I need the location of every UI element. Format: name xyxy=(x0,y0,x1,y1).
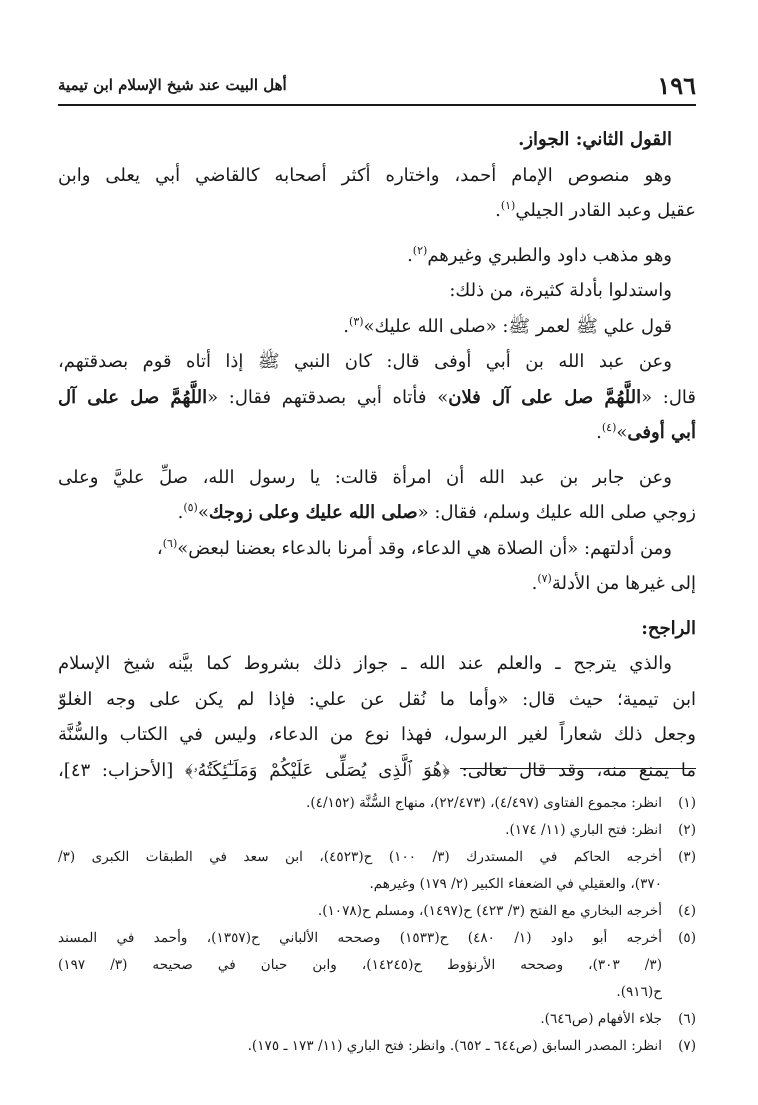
footnote-number: (٢) xyxy=(678,822,696,838)
paragraph-line: واستدلوا بأدلة كثيرة، من ذلك: xyxy=(449,280,672,301)
header-rule xyxy=(58,104,696,106)
footnote-number: (٦) xyxy=(678,1011,696,1027)
footnote-ref[interactable]: (٥) xyxy=(183,501,198,514)
paragraph-line: عقيل وعبد القادر الجيلي$^{(١)}$. xyxy=(495,199,696,221)
footnote-ref[interactable]: (٤) xyxy=(601,421,617,434)
section-heading: الراجح: xyxy=(641,617,696,639)
footnote-number: (٤) xyxy=(678,903,696,919)
paragraph-line: أبي أوفى»$^{(٤)}$. xyxy=(596,421,696,443)
footnote-number: (٣) xyxy=(678,849,696,865)
paragraph-line: وجعل ذلك شعاراً لغير الرسول، فهذا نوع من الدعاء، وليس في الكتاب والسُّنَّة xyxy=(58,724,696,745)
footnote xyxy=(58,925,696,1006)
footnote-number: (٧) xyxy=(678,1038,696,1054)
footnote-number: (١) xyxy=(678,795,696,811)
footnote-rule xyxy=(460,768,696,769)
footnote-line: أخرجه الحاكم في المستدرك (٣/ ١٠٠) ح(٤٥٢٣)، ابن سعد في الطبقات الكبرى (٣/ xyxy=(58,849,662,865)
paragraph-line: ابن تيمية؛ حيث قال: «وأما ما نُقل عن علي: فإذا لم يكن على وجه الغلوّ xyxy=(58,688,696,710)
paragraph-line: إلى غيرها من الأدلة$^{(٧)}$. xyxy=(531,572,696,594)
paragraph-line: وهو مذهب داود والطبري وغيرهم$^{(٢)}$. xyxy=(407,243,672,266)
paragraph-line: قول علي ﷺ لعمر ﷺ: «صلى الله عليك»$^{(٣)}$. xyxy=(343,314,672,337)
paragraph-line: ومن أدلتهم: «أن الصلاة هي الدعاء، وقد أمرنا بالدعاء بعضنا لبعض»$^{(٦)}$، xyxy=(156,536,672,559)
footnote-line: أخرجه أبو داود (١/ ٤٨٠) ح(١٥٣٣) وصححه الألباني ح(١٣٥٧)، وأحمد في المسند xyxy=(58,930,662,946)
paragraph-line: قال: «اللَّهُمَّ صل على آل فلان» فأتاه أبي بصدقتهم فقال: «اللَّهُمَّ صل على آل xyxy=(58,386,696,408)
footnote-ref[interactable]: (٧) xyxy=(537,572,552,585)
footnote xyxy=(58,1033,696,1060)
footnote-line: انظر: مجموع الفتاوى (٤/٤٩٧)، (٢٢/٤٧٣)، منهاج السُّنَّة (٤/١٥٢). xyxy=(306,795,662,811)
footnote-line: أخرجه البخاري مع الفتح (٣/ ٤٢٣) ح(١٤٩٧)، ومسلم ح(١٠٧٨). xyxy=(317,903,662,919)
footnote-ref[interactable]: (١) xyxy=(500,199,516,212)
footnote xyxy=(58,1006,696,1033)
body-text xyxy=(58,122,696,788)
paragraph-line: وهو منصوص الإمام أحمد، واختاره أكثر أصحابه كالقاضي أبي يعلى وابن xyxy=(58,164,672,186)
running-title: أهل البيت عند شيخ الإسلام ابن تيمية xyxy=(58,76,287,94)
footnote-number: (٥) xyxy=(678,930,696,946)
footnote xyxy=(58,898,696,925)
footnote-line: جلاء الأفهام (ص٦٤٦). xyxy=(540,1011,662,1027)
footnote-ref[interactable]: (٢) xyxy=(412,243,428,257)
footnote xyxy=(58,844,696,898)
footnote xyxy=(58,817,696,844)
paragraph-line: وعن عبد الله بن أبي أوفى قال: كان النبي ﷺ إذا أتاه قوم بصدقتهم، xyxy=(58,351,672,372)
footnote-ref[interactable]: (٣) xyxy=(349,314,364,328)
footnote-line: ٣٧٠)، والعقيلي في الضعفاء الكبير (٢/ ١٧٩) وغيرهم. xyxy=(369,876,662,892)
footnotes xyxy=(58,790,696,1060)
footnote-ref[interactable]: (٦) xyxy=(162,536,178,550)
book-page xyxy=(58,0,696,1105)
paragraph-line: وعن جابر بن عبد الله أن امرأة قالت: يا رسول الله، صلِّ عليَّ وعلى xyxy=(58,466,672,488)
footnote xyxy=(58,790,696,817)
page-header xyxy=(58,70,696,100)
footnote-line: انظر: المصدر السابق (ص٦٤٤ ـ ٦٥٢). وانظر: فتح الباري (١١/ ١٧٣ ـ ١٧٥). xyxy=(247,1038,662,1054)
footnote-line: (٣/ ٣٠٣)، وصححه الأرنؤوط ح(١٤٢٤٥)، وابن حبان في صحيحه (٣/ ١٩٧) xyxy=(58,957,662,973)
paragraph-line: والذي يترجح ـ والعلم عند الله ـ جواز ذلك بشروط كما بيَّنه شيخ الإسلام xyxy=(58,653,672,674)
page-number: ١٩٦ xyxy=(657,70,696,100)
paragraph-line: ما يمنع منه، وقد قال تعالى: ﴿هُوَ ٱلَّذِى يُصَلِّى عَلَيْكُمْ وَمَلَـٰٓئِكَتُهُۥ﴾ [الأحزاب: ٤٣]، xyxy=(58,759,696,781)
paragraph-line: زوجي صلى الله عليك وسلم، فقال: «صلى الله عليك وعلى زوجك»$^{(٥)}$. xyxy=(177,501,696,523)
footnote-line: ح(٩١٦). xyxy=(616,984,662,1000)
section-heading: القول الثاني: الجواز. xyxy=(518,129,672,150)
footnote-line: انظر: فتح الباري (١١/ ١٧٤). xyxy=(505,822,662,838)
